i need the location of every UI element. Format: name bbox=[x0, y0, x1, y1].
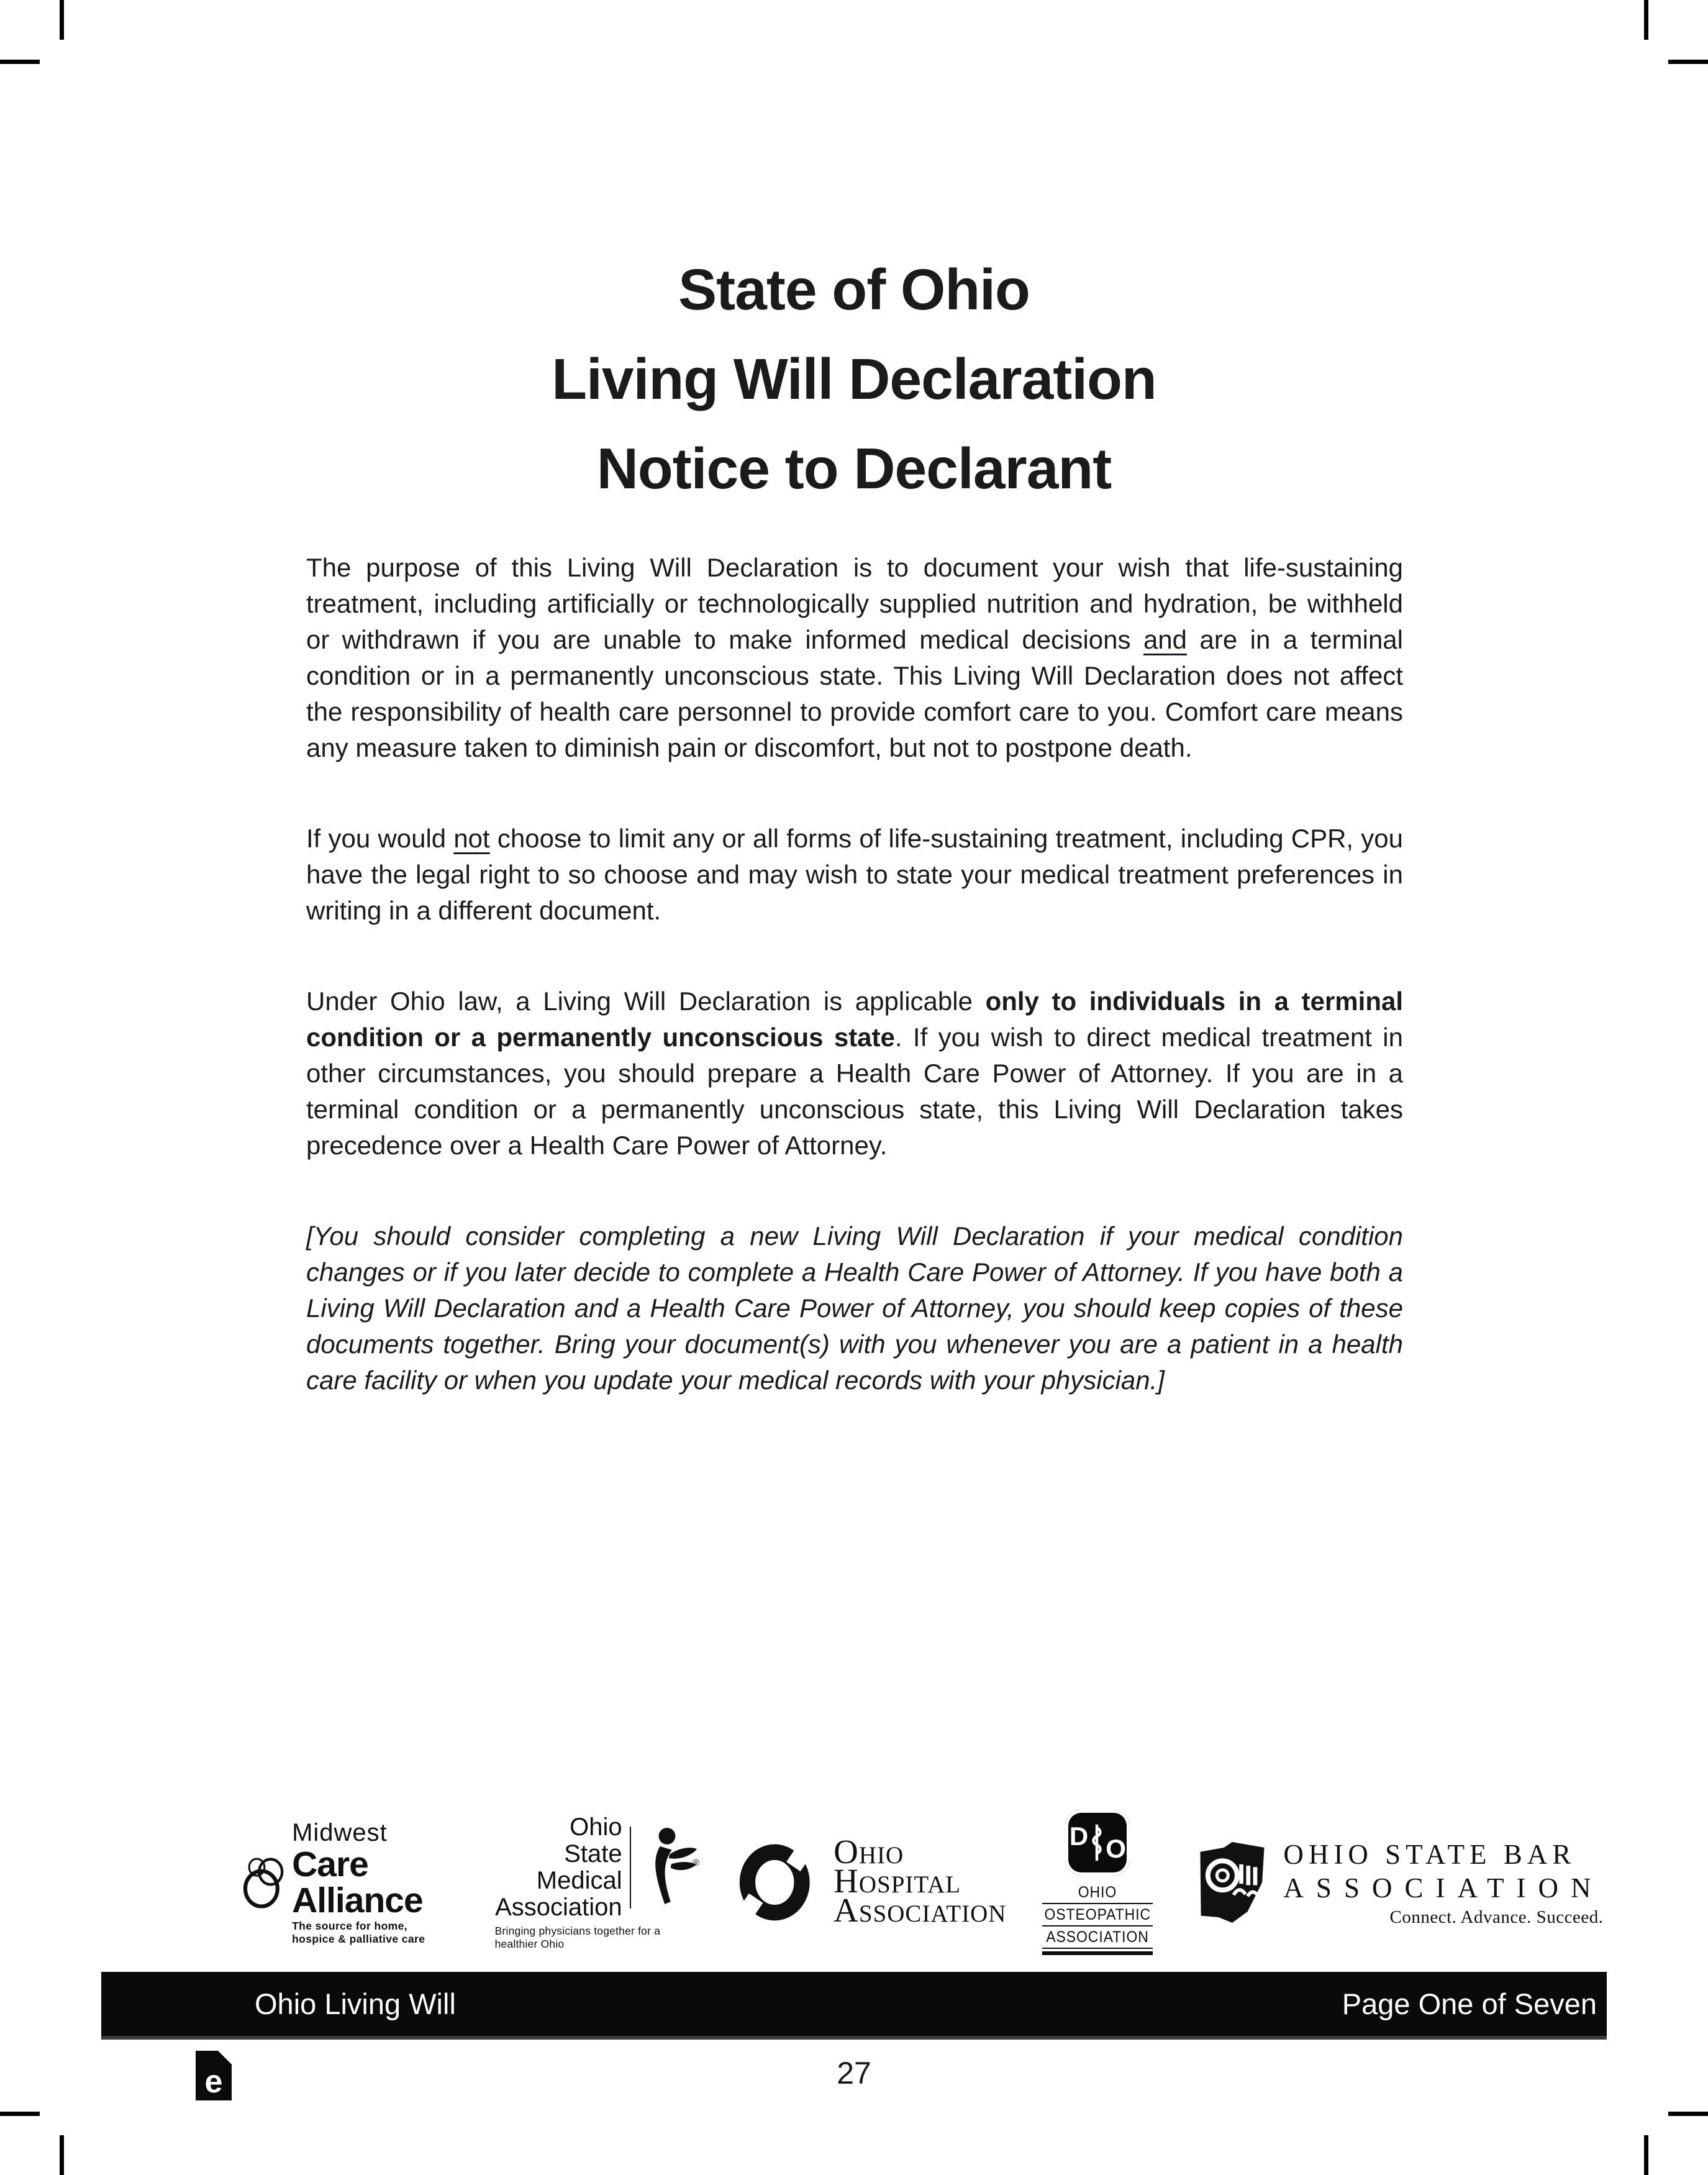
osma-line-3: Association bbox=[495, 1894, 622, 1921]
paragraph-purpose: The purpose of this Living Will Declaration is to document your wish that life-sustaining treatment, including artificially or technologically supplied nutrition and hydration, be withheld or withdrawn if you are unable to make informed medical decisions and are in a terminal condition or in a permanently unconscious state. This Living Will Declaration does not affect the responsibility of health care personnel to provide comfort care to you. Comfort care means any measure taken to diminish pain or discomfort, but not to postpone death. bbox=[306, 553, 1403, 762]
ooa-line-2: OSTEOPATHIC bbox=[1044, 1906, 1152, 1923]
osma-lockup bbox=[495, 1813, 700, 1921]
osma-registered-mark: ® bbox=[693, 1857, 700, 1868]
document-title bbox=[0, 245, 1708, 513]
osba-ohio-column-icon bbox=[1197, 1840, 1267, 1925]
oha-line-1: OHIO bbox=[834, 1832, 904, 1871]
ooa-badge-letter-o: O bbox=[1106, 1834, 1126, 1863]
logo-ohio-hospital-association bbox=[735, 1832, 1007, 1929]
oha-line-3: ASSOCIATION bbox=[834, 1890, 1007, 1929]
osma-line-1: Ohio bbox=[570, 1813, 622, 1841]
footer-bar bbox=[101, 1972, 1607, 2040]
page-number: 27 bbox=[837, 2056, 871, 2091]
crop-mark bbox=[60, 2135, 64, 2175]
osma-figure-icon bbox=[637, 1825, 700, 1910]
crop-mark bbox=[1644, 2135, 1648, 2175]
crop-mark bbox=[0, 2112, 40, 2116]
care-alliance-tagline: The source for home, hospice & palliative care bbox=[292, 1920, 425, 1945]
osba-wordmark bbox=[1283, 1838, 1603, 1928]
ooa-rule bbox=[1042, 1948, 1153, 1949]
logo-ohio-state-bar-association bbox=[1197, 1838, 1603, 1928]
e-badge-letter: e bbox=[204, 2064, 223, 2100]
osma-divider bbox=[630, 1826, 632, 1908]
title-line-1: State of Ohio bbox=[678, 257, 1030, 322]
osba-tagline: Connect. Advance. Succeed. bbox=[1389, 1907, 1604, 1927]
sponsor-logos-row bbox=[242, 1811, 1604, 1954]
paragraph-applicability: Under Ohio law, a Living Will Declaration is applicable only to individuals in a terminal condition or a permanently unconscious state. If you wish to direct medical treatment in other circumstances, you should prepare a Health Care Power of Attorney. If you are in a terminal condition or a permanently unconscious state, this Living Will Declaration takes precedence over a Health Care Power of Attorney. bbox=[306, 987, 1403, 1160]
crop-mark bbox=[1644, 0, 1648, 40]
crop-mark bbox=[0, 60, 40, 64]
care-alliance-name-main: Care Alliance bbox=[292, 1844, 423, 1920]
title-line-2: Living Will Declaration bbox=[552, 347, 1156, 411]
care-alliance-wordmark bbox=[292, 1819, 450, 1946]
logo-ohio-osteopathic-association bbox=[1042, 1810, 1153, 1955]
ooa-staff-icon bbox=[1089, 1823, 1105, 1862]
oha-wordmark bbox=[834, 1832, 1007, 1929]
care-alliance-name-top: Midwest bbox=[292, 1819, 388, 1846]
oha-line-2: HOSPITAL bbox=[834, 1861, 961, 1900]
document-body bbox=[306, 550, 1403, 1398]
osma-tagline: Bringing physicians together for a healthier Ohio bbox=[494, 1925, 661, 1950]
ooa-caduceus-badge bbox=[1065, 1810, 1130, 1876]
osba-line-1: OHIO STATE BAR bbox=[1283, 1838, 1576, 1870]
logo-midwest-care-alliance bbox=[242, 1819, 450, 1946]
care-alliance-circles-icon bbox=[242, 1841, 288, 1923]
footer-page-label: Page One of Seven bbox=[1342, 1987, 1597, 2020]
osma-wordmark bbox=[495, 1814, 622, 1921]
paragraph-right-to-choose: If you would not choose to limit any or all forms of life-sustaining treatment, including CPR, you have the legal right to so choose and may wish to state your medical treatment preferences in writing in a different document. bbox=[306, 824, 1403, 925]
crop-mark bbox=[60, 0, 64, 40]
logo-ohio-state-medical-association bbox=[494, 1813, 700, 1951]
osba-line-2: ASSOCIATION bbox=[1283, 1872, 1604, 1904]
footer-document-label: Ohio Living Will bbox=[255, 1987, 456, 2020]
ooa-line-3: ASSOCIATION bbox=[1046, 1928, 1150, 1946]
title-line-3: Notice to Declarant bbox=[596, 436, 1112, 501]
ooa-line-1: OHIO bbox=[1078, 1884, 1117, 1901]
osma-line-2: State Medical bbox=[536, 1840, 622, 1894]
oha-ring-icon bbox=[735, 1843, 826, 1922]
crop-mark bbox=[1668, 60, 1708, 64]
crop-mark bbox=[1668, 2112, 1708, 2116]
paragraph-advisory-note: [You should consider completing a new Living Will Declaration if your medical condition changes or if you later decide to complete a Health Care Power of Attorney. If you have both a Living Will Declaration and a Health Care Power of Attorney, you should keep copies of these documents together. Bring your document(s) with you whenever you are a patient in a health care facility or when you update your medical records with your physician.] bbox=[306, 1221, 1403, 1395]
ooa-rule-thick bbox=[1042, 1951, 1153, 1955]
ooa-badge-letter-d: D bbox=[1069, 1822, 1089, 1851]
